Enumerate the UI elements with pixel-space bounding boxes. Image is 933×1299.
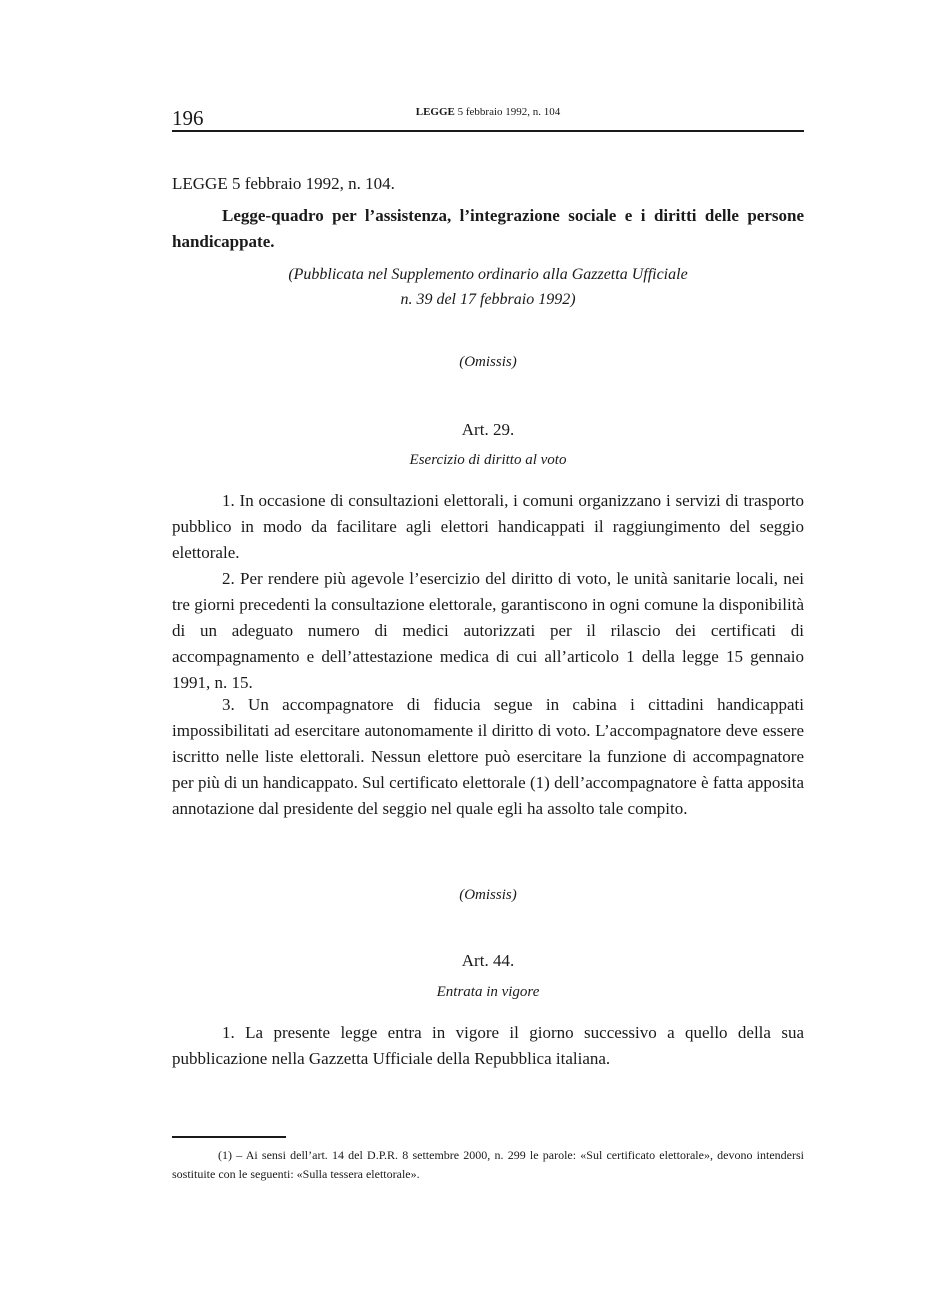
omissis-marker: (Omissis): [459, 354, 517, 370]
article-29-paragraph-2: 2. Per rendere più agevole l’esercizio del diritto di voto, le unità sanitarie locali, nei tre giorni precedenti la consultazione elettorale, garantiscono in ogni comune la disponibilità di un adeguato numero di medici autorizzati per il rilascio dei certificati di accompagnamento e dell’attestazione medica di cui all’articolo 1 della legge 15 gennaio 1991, n. 15.: [172, 569, 804, 692]
article-44-number: Art. 44.: [461, 951, 515, 970]
omissis-marker: (Omissis): [459, 887, 517, 903]
publication-note: [172, 262, 804, 312]
article-29-paragraph-1: 1. In occasione di consultazioni elettorali, i comuni organizzano i servizi di trasporto pubblico in modo da facilitare agli elettori handicappati il raggiungimento del seggio elettorale.: [172, 491, 804, 562]
article-29-subtitle: Esercizio di diritto al voto: [409, 452, 567, 468]
page-number: 196: [172, 106, 204, 130]
footnote: (1) – Ai sensi dell’art. 14 del D.P.R. 8 settembre 2000, n. 299 le parole: «Sul certificato elettorale», devono intendersi sostituite con le seguenti: «Sulla tessera elettorale».: [172, 1148, 804, 1181]
law-title: Legge-quadro per l’assistenza, l’integrazione sociale e i diritti delle persone handicappate.: [172, 206, 804, 251]
article-44-paragraph-1: 1. La presente legge entra in vigore il giorno successivo a quello della sua pubblicazione nella Gazzetta Ufficiale della Repubblica italiana.: [172, 1023, 804, 1068]
article-29-paragraph-3: 3. Un accompagnatore di fiducia segue in cabina i cittadini handicappati impossibilitati ad esercitare autonomamente il diritto di voto. L’accompagnatore deve essere iscritto nelle liste elettorali. Nessun elettore può esercitare la funzione di accompagnatore per più di un handicappato. Sul certificato elettorale (1) dell’accompagnatore è fatta apposita annotazione dal presidente del seggio nel quale egli ha assolto tale compito.: [172, 695, 804, 818]
publication-line-2: n. 39 del 17 febbraio 1992): [400, 291, 576, 308]
footnote-divider: [172, 1136, 286, 1138]
running-title: [172, 106, 804, 118]
article-44-subtitle: Entrata in vigore: [436, 984, 540, 1000]
article-29-number: Art. 29.: [461, 420, 515, 439]
law-reference: LEGGE 5 febbraio 1992, n. 104.: [172, 174, 395, 193]
running-title-bold: LEGGE: [415, 106, 455, 118]
running-header: [172, 104, 804, 132]
running-title-rest: 5 febbraio 1992, n. 104: [454, 106, 561, 118]
publication-line-1: (Pubblicata nel Supplemento ordinario alla Gazzetta Ufficiale: [288, 266, 688, 283]
